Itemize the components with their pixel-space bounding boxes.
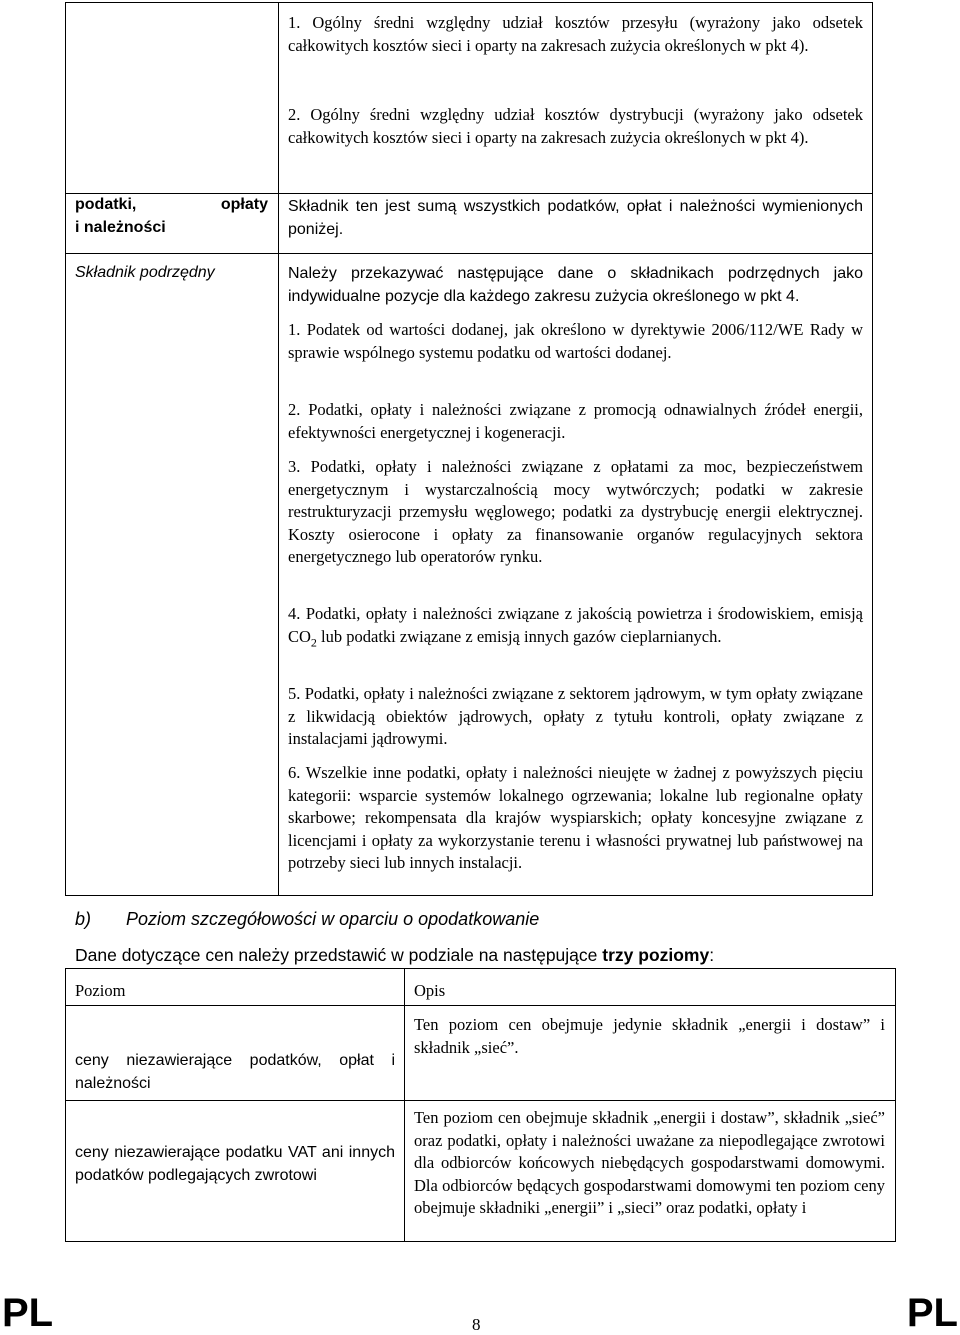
footer-language-mark-left: PL: [2, 1291, 54, 1335]
tax-item-3: 3. Podatki, opłaty i należności związane z opłatami za moc, bezpieczeństwem energetycznym i wystarczalnością mocy wytwórczych; podatki w zakresie restrukturyzacji przemysłu węglowego; podatki za dystrybucję energii elektrycznej. Koszty osierocone i opłaty za finansowanie organów regulacyjnych sektora energetycznego lub operatorów rynku.: [288, 457, 863, 566]
subcomponent-intro: Należy przekazywać następujące dane o składnikach podrzędnych jako indywidualne pozycje dla każdego zakresu zużycia określonego w pkt 4.: [288, 265, 863, 305]
description-row-1: Ten poziom cen obejmuje jedynie składnik „energii i dostaw” i składnik „sieć”.: [414, 1015, 885, 1057]
section-b-heading: b) Poziom szczegółowości w oparciu o opodatkowanie: [75, 909, 540, 929]
taxes-heading: [75, 194, 268, 239]
taxes-heading-line2: i należności: [75, 218, 166, 236]
tax-item-2: 2. Podatki, opłaty i należności związane z promocją odnawialnych źródeł energii, efektywności energetycznej i kogeneracji.: [288, 400, 863, 442]
section-b-intro-bold: trzy poziomy: [602, 945, 710, 965]
column-divider: [404, 969, 405, 1241]
description-column-header: Opis: [414, 981, 446, 1000]
footer-language-mark-right: PL: [906, 1291, 958, 1335]
subcomponent-label: Składnik podrzędny: [75, 264, 215, 281]
section-b-intro-text: Dane dotyczące cen należy przedstawić w podziale na następujące: [75, 945, 603, 965]
taxes-heading-word1: podatki,: [75, 196, 137, 213]
header-divider: [66, 1005, 895, 1006]
description-row-2: Ten poziom cen obejmuje składnik „energii i dostaw”, składnik „sieć” oraz podatki, opłaty i należności uważane za niepodlegające zwrotowi dla odbiorców końcowych niebędących gospodarstwami domowymi. Dla odbiorców będących gospodarstwami domowymi ten poziom ceny obejmuje składniki „energii” i „sieci” oraz podatki, opłaty i: [414, 1108, 885, 1217]
tax-item-5: 5. Podatki, opłaty i należności związane z sektorem jądrowym, w tym opłaty związane z likwidacją obiektów jądrowych, opłaty z tytułu kontroli, opłaty związane z instalacjami jądrowymi.: [288, 684, 863, 748]
taxes-heading-word2: opłaty: [220, 196, 268, 213]
level-row-2: ceny niezawierające podatku VAT ani innych podatków podlegających zwrotowi: [75, 1144, 395, 1184]
tax-item-4-text: 4. Podatki, opłaty i należności związane z jakością powietrza i środowiskiem, emisją CO: [288, 604, 863, 646]
sum-description: Składnik ten jest sumą wszystkich podatków, opłat i należności wymienionych poniżej.: [288, 198, 863, 238]
level-row-1: ceny niezawierające podatków, opłat i należności: [75, 1052, 395, 1092]
tax-item-1: 1. Podatek od wartości dodanej, jak określono w dyrektywie 2006/112/WE Rady w sprawie wspólnego systemu podatku od wartości dodanej.: [288, 320, 863, 362]
level-column-header: Poziom: [75, 981, 126, 1000]
tax-item-4-tail: lub podatki związane z emisją innych gazów cieplarnianych.: [316, 626, 722, 646]
tax-item-4: [288, 603, 863, 653]
tax-item-6: 6. Wszelkie inne podatki, opłaty i należności nieujęte w żadnej z powyższych pięciu kategorii: wsparcie systemów lokalnego ogrzewania; lokalne lub regionalne opłaty skarbowe; rekompensata dla krajów wyspiarskich; opłaty koncesyjne związane z licencjami i opłaty za wykorzystanie terenu i własności prywatnej lub państwowej na potrzeby sieci lub innych instalacji.: [288, 763, 863, 872]
row-divider: [66, 253, 872, 254]
row-divider: [66, 1100, 895, 1101]
tax-item-4-subscript: 2: [310, 634, 317, 649]
distribution-share-item: 2. Ogólny średni względny udział kosztów dystrybucji (wyrażony jako odsetek całkowitych kosztów sieci i oparty na zakresach zużycia określonych w pkt 4).: [288, 105, 863, 147]
section-b-intro: [75, 944, 895, 967]
transmission-share-item: 1. Ogólny średni względny udział kosztów przesyłu (wyrażony jako odsetek całkowitych kosztów sieci i oparty na zakresach zużycia określonych w pkt 4).: [288, 13, 863, 55]
section-b-intro-colon: :: [709, 945, 715, 965]
page-number: 8: [472, 1315, 481, 1334]
column-divider: [278, 3, 279, 895]
